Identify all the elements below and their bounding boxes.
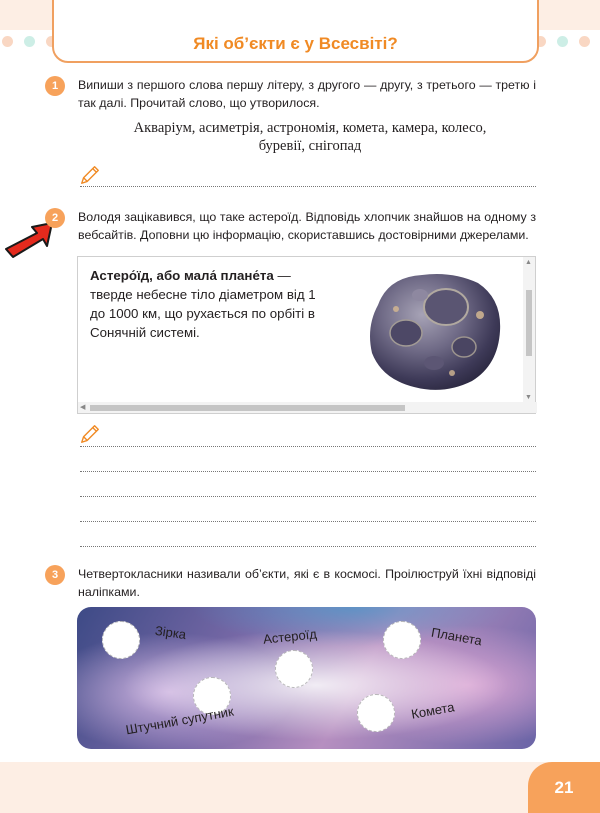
task-number-2: 2 <box>45 208 65 228</box>
answer-line[interactable] <box>80 521 536 522</box>
task-number-1: 1 <box>45 76 65 96</box>
vertical-scrollbar[interactable] <box>523 257 535 403</box>
page-number: 21 <box>528 762 600 813</box>
pencil-icon <box>79 423 101 445</box>
scroll-up-arrow-icon[interactable]: ▲ <box>525 259 532 266</box>
horizontal-scrollbar[interactable] <box>78 402 537 413</box>
task1-instructions: Випиши з першого слова першу літеру, з другого — другу, з третього — третю і так далі. Прочитай слово, що утворилося. <box>78 78 536 110</box>
answer-line[interactable] <box>80 546 536 547</box>
task-number-3: 3 <box>45 565 65 585</box>
answer-line[interactable] <box>80 496 536 497</box>
scroll-down-arrow-icon[interactable]: ▼ <box>525 394 532 401</box>
bottom-band <box>0 762 600 813</box>
answer-line[interactable] <box>80 471 536 472</box>
title-box <box>52 0 539 63</box>
asteroid-image <box>360 265 510 395</box>
task1-words-line2: буревії, снігопад <box>258 138 362 154</box>
decor-dots-right <box>535 36 600 48</box>
label-satellite: Штучний супутник <box>124 703 235 738</box>
sticker-slot-planet[interactable] <box>383 621 421 659</box>
space-sticker-panel <box>77 607 536 749</box>
sticker-slot-star[interactable] <box>102 621 140 659</box>
task1-words-line1: Акваріум, асиметрія, астрономія, комета, камера, колесо, <box>133 120 487 136</box>
pencil-icon <box>79 164 101 186</box>
label-asteroid: Астероїд <box>262 626 318 647</box>
task3-instructions: Четвертокласники називали об’єкти, які є в космосі. Проілюструй їхні відповіді наліпками. <box>78 567 536 599</box>
asteroid-term: Астеро́їд, або мала́ плане́та <box>90 268 274 283</box>
sticker-slot-asteroid[interactable] <box>275 650 313 688</box>
label-planet: Планета <box>430 624 484 649</box>
answer-line[interactable] <box>80 446 536 447</box>
sticker-slot-comet[interactable] <box>357 694 395 732</box>
answer-line[interactable] <box>80 186 536 187</box>
label-star: Зірка <box>154 622 188 643</box>
vertical-scroll-thumb[interactable] <box>526 290 532 356</box>
asteroid-definition <box>90 266 330 342</box>
label-comet: Комета <box>410 699 456 722</box>
website-window <box>77 256 536 414</box>
horizontal-scroll-thumb[interactable] <box>90 405 405 411</box>
page-title: Які об’єкти є у Всесвіті? <box>193 34 398 53</box>
task2-instructions: Володя зацікавився, що таке астероїд. Відповідь хлопчик знайшов на одному з вебсайтів. Доповни цю інформацію, скориставшись достовірними джерелами. <box>78 210 536 242</box>
asteroid-description: — тверде небесне тіло діаметром від 1 до 1000 км, що рухається по орбіті в Сонячній системі. <box>90 268 316 340</box>
scroll-left-arrow-icon[interactable]: ◀ <box>80 404 86 411</box>
